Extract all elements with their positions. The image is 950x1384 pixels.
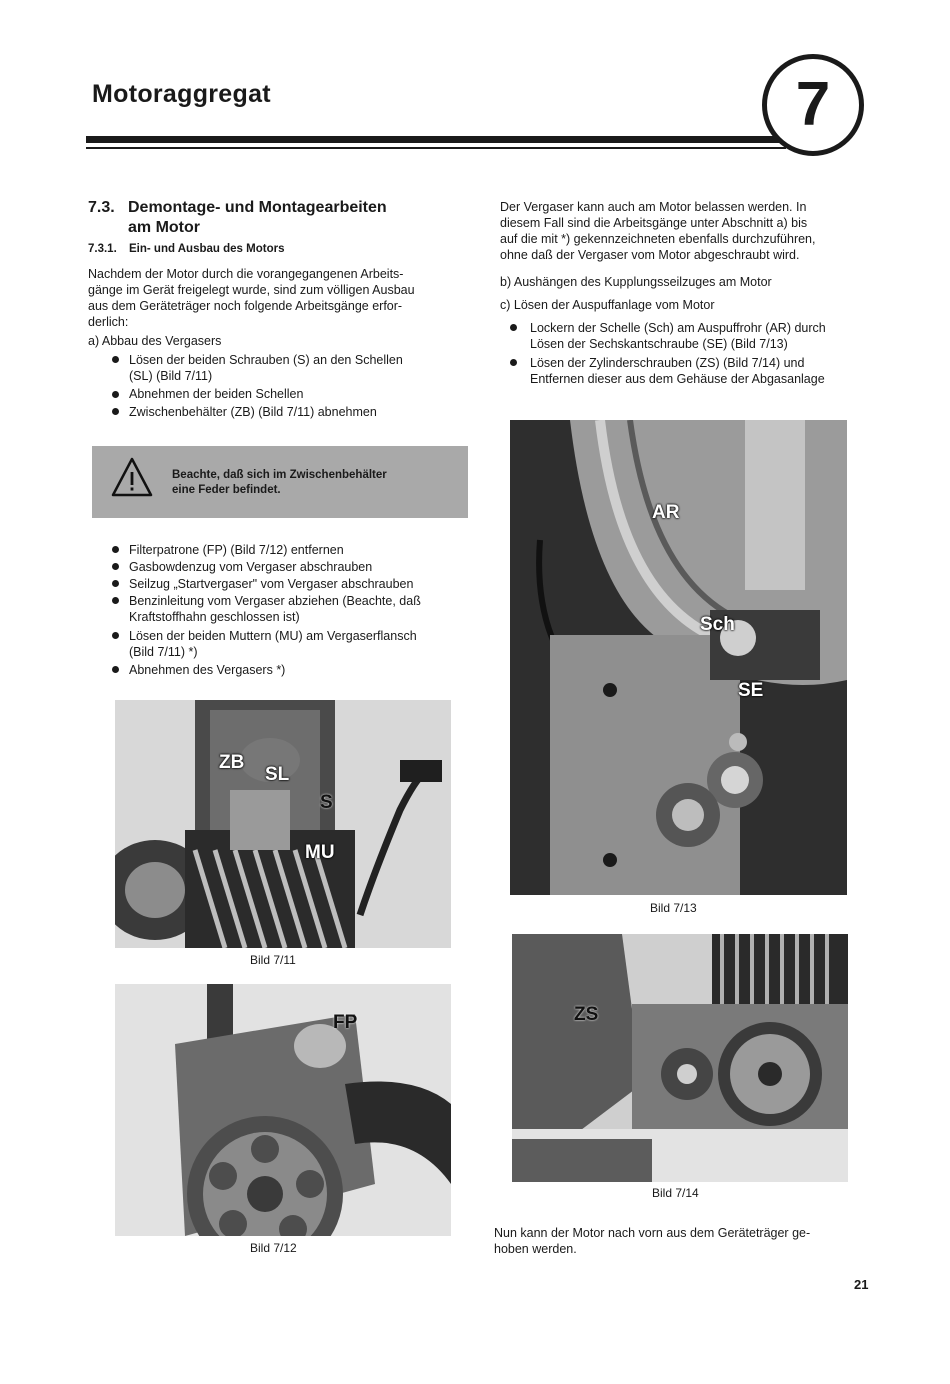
caption-bild-7-13: Bild 7/13 <box>650 901 697 915</box>
chapter-number: 7 <box>795 70 831 139</box>
subsection-number: 7.3.1. <box>88 243 117 255</box>
label-mu: MU <box>305 842 335 863</box>
subsection-title: Ein- und Ausbau des Motors <box>129 243 285 255</box>
label-sl: SL <box>265 764 290 785</box>
warning-triangle-icon <box>110 456 154 498</box>
bullet-b-3: Seilzug „Startvergaser" vom Vergaser abschrauben <box>129 577 414 591</box>
warning-text <box>172 468 387 498</box>
bullet-c-1: Lockern der Schelle (Sch) am Auspuffrohr (AR) durch <box>530 321 826 335</box>
bullet-dot <box>112 597 119 604</box>
left-intro-line: derlich: <box>88 315 129 329</box>
page-title: Motoraggregat <box>92 80 271 108</box>
right-intro-line: ohne daß der Vergaser vom Motor abgeschraubt wird. <box>500 248 800 262</box>
section-number: 7.3. <box>88 199 115 216</box>
photo-bild-7-13 <box>510 420 847 895</box>
bullet-c-1-cont: Lösen der Sechskantschraube (SE) (Bild 7/13) <box>530 337 788 351</box>
section-title-line1: Demontage- und Montagearbeiten <box>128 199 387 216</box>
step-b: b) Aushängen des Kupplungsseilzuges am Motor <box>500 275 772 289</box>
page-number: 21 <box>854 1277 869 1292</box>
bullet-dot <box>112 580 119 587</box>
bullet-b-5-cont: (Bild 7/11) *) <box>129 645 198 659</box>
bullet-b-2: Gasbowdenzug vom Vergaser abschrauben <box>129 560 373 574</box>
label-sch: Sch <box>700 614 735 635</box>
label-zb: ZB <box>219 752 245 773</box>
bullet-b-6: Abnehmen des Vergasers *) <box>129 663 286 677</box>
bullet-b-1: Filterpatrone (FP) (Bild 7/12) entfernen <box>129 543 344 557</box>
bullet-b-5: Lösen der beiden Muttern (MU) am Vergaserflansch <box>129 629 417 643</box>
bullet-a-3: Zwischenbehälter (ZB) (Bild 7/11) abnehmen <box>129 405 377 419</box>
photo-bild-7-12 <box>115 984 451 1236</box>
bullet-dot <box>112 408 119 415</box>
caption-bild-7-11: Bild 7/11 <box>250 953 296 967</box>
section-title-line2: am Motor <box>128 219 200 236</box>
right-intro-line: diesem Fall sind die Arbeitsgänge unter Abschnitt a) bis <box>500 216 808 230</box>
caption-bild-7-12: Bild 7/12 <box>250 1241 297 1255</box>
step-c: c) Lösen der Auspuffanlage vom Motor <box>500 298 715 312</box>
left-intro <box>88 266 468 330</box>
bullet-dot <box>112 356 119 363</box>
left-intro-line: gänge im Gerät freigelegt wurde, sind zum völligen Ausbau <box>88 283 415 297</box>
bullet-dot <box>112 391 119 398</box>
bullet-a-1-cont: (SL) (Bild 7/11) <box>129 369 213 383</box>
bullet-dot <box>112 666 119 673</box>
label-fp: FP <box>333 1012 358 1033</box>
bullet-c-2: Lösen der Zylinderschrauben (ZS) (Bild 7/14) und <box>530 356 805 370</box>
section-heading <box>88 198 387 238</box>
chapter-badge <box>762 54 864 156</box>
warning-line1: Beachte, daß sich im Zwischenbehälter <box>172 469 387 481</box>
bullet-dot <box>510 324 517 331</box>
caption-bild-7-14: Bild 7/14 <box>652 1186 699 1200</box>
right-intro <box>500 199 867 263</box>
header-rule-thick <box>86 136 786 143</box>
header-rule-thin <box>86 147 786 149</box>
label-s: S <box>320 792 333 813</box>
warning-line2: eine Feder befindet. <box>172 484 281 496</box>
right-intro-line: Der Vergaser kann auch am Motor belassen werden. In <box>500 200 807 214</box>
label-se: SE <box>738 680 764 701</box>
bullet-dot <box>112 546 119 553</box>
closing-line: hoben werden. <box>494 1242 577 1256</box>
bullet-b-4: Benzinleitung vom Vergaser abziehen (Beachte, daß <box>129 594 421 608</box>
label-ar: AR <box>652 502 680 523</box>
right-intro-line: auf die mit *) gekennzeichneten ebenfalls durchzuführen, <box>500 232 816 246</box>
subsection-heading <box>88 243 284 255</box>
bullet-c-2-cont: Entfernen dieser aus dem Gehäuse der Abgasanlage <box>530 372 825 386</box>
closing-text <box>494 1225 866 1257</box>
bullet-dot <box>510 359 517 366</box>
bullet-dot <box>112 563 119 570</box>
photo-bild-7-11 <box>115 700 451 948</box>
step-a: a) Abbau des Vergasers <box>88 334 222 348</box>
label-zs: ZS <box>574 1004 599 1025</box>
photo-bild-7-14 <box>512 934 848 1182</box>
bullet-b-4-cont: Kraftstoffhahn geschlossen ist) <box>129 610 300 624</box>
left-intro-line: aus dem Geräteträger noch folgende Arbeitsgänge erfor- <box>88 299 403 313</box>
closing-line: Nun kann der Motor nach vorn aus dem Geräteträger ge- <box>494 1226 811 1240</box>
bullet-a-1: Lösen der beiden Schrauben (S) an den Schellen <box>129 353 403 367</box>
bullet-a-2: Abnehmen der beiden Schellen <box>129 387 304 401</box>
left-intro-line: Nachdem der Motor durch die vorangegangenen Arbeits- <box>88 267 404 281</box>
bullet-dot <box>112 632 119 639</box>
